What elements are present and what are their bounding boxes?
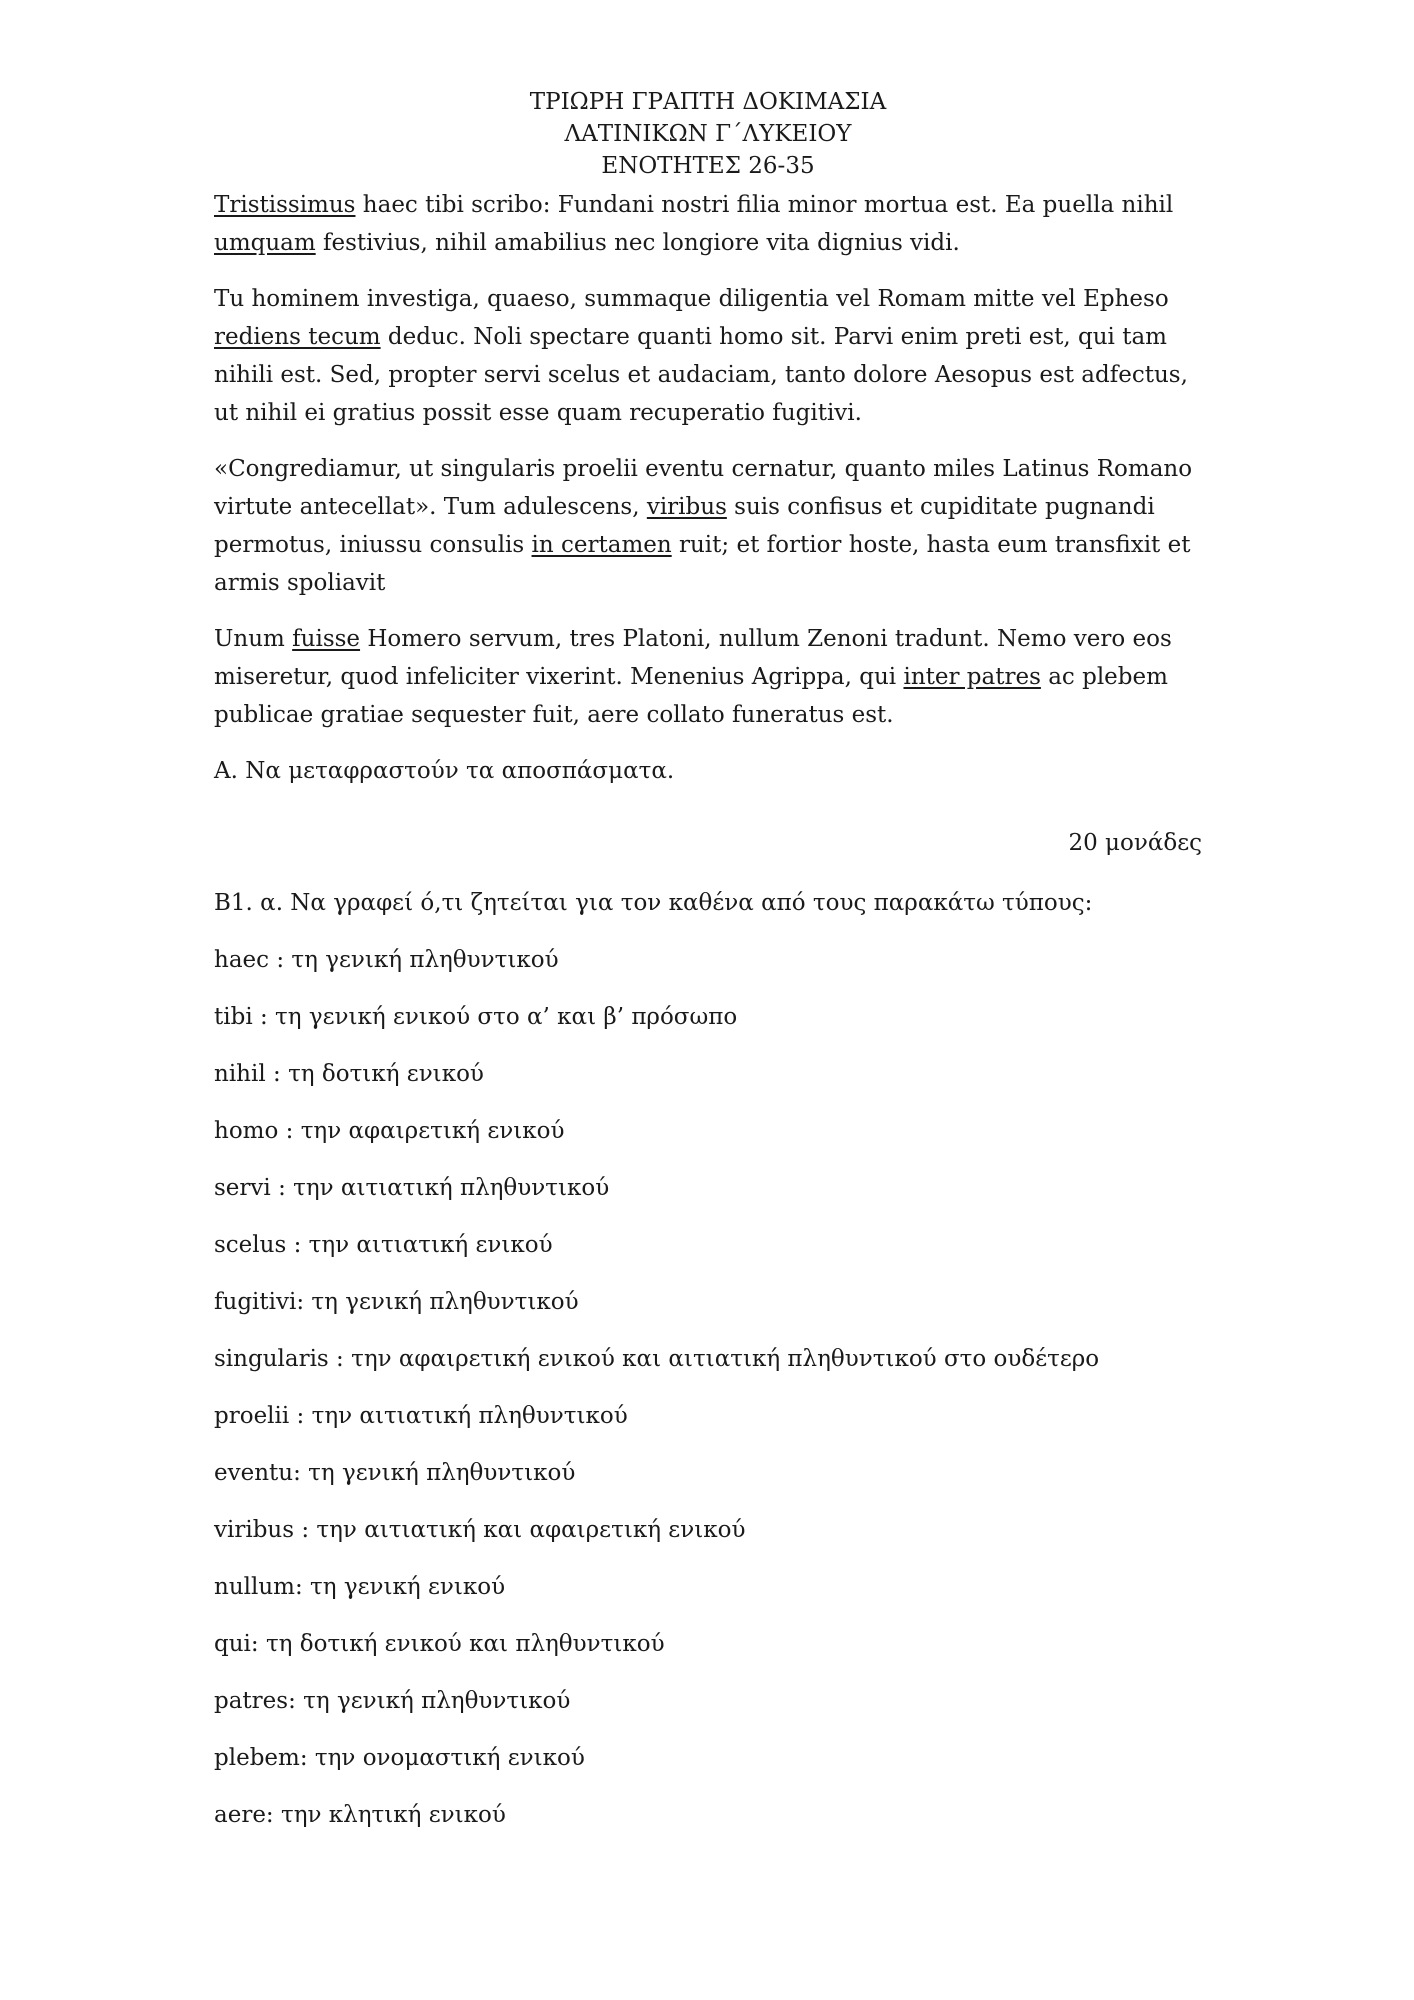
underlined-term: Tristissimus [214,192,356,218]
list-item: plebem: την ονομαστική ενικού [214,1745,585,1771]
passage-text: deduc. Noli spectare quanti homo sit. Parvi enim preti est, qui tam nihili est. Sed, propter servi scelus et audaciam, tanto dolore Aesopus est adfectus, ut nihil ei gratius possit esse quam recuperatio fugitivi. [214,324,1188,426]
passage-2 [214,280,1202,432]
list-item: fugitivi: τη γενική πληθυντικού [214,1289,579,1315]
underlined-term: in certamen [531,532,672,558]
underlined-term: inter patres [903,664,1041,690]
passage-text: Homero servum, tres Platoni, nullum Zenoni tradunt. Nemo vero eos miseretur, quod infeliciter vixerint. Menenius Agrippa, qui [214,626,1172,690]
list-item: viribus : την αιτιατική και αφαιρετική ενικού [214,1517,746,1543]
list-item: tibi : τη γενική ενικού στο α’ και β’ πρόσωπο [214,1004,738,1030]
question-a: Α. Να μεταφραστούν τα αποσπάσματα. [214,758,675,784]
passage-1 [214,186,1202,262]
passage-text: Unum [214,626,293,652]
list-item: aere: την κλητική ενικού [214,1802,506,1828]
forms-list [214,941,1202,1853]
underlined-term: rediens tecum [214,324,381,350]
underlined-term: viribus [646,494,727,520]
passage-text: festivius, nihil amabilius nec longiore vita dignius vidi. [315,230,960,256]
heading-line-3: ΕΝΟΤΗΤΕΣ 26-35 [601,153,815,179]
list-item: nullum: τη γενική ενικού [214,1574,506,1600]
exam-heading [214,86,1202,182]
list-item: servi : την αιτιατική πληθυντικού [214,1175,610,1201]
points-a: 20 μονάδες [1068,830,1202,856]
list-item: haec : τη γενική πληθυντικού [214,947,559,973]
passage-text: suis confisus et cupiditate pugnandi permotus, iniussu consulis [214,494,1155,558]
list-item: nihil : τη δοτική ενικού [214,1061,484,1087]
passage-text: ac plebem publicae gratiae sequester fuit, aere collato funeratus est. [214,664,1168,728]
list-item: homo : την αφαιρετική ενικού [214,1118,565,1144]
passage-text: «Congrediamur, ut singularis proelii eventu cernatur, quanto miles Latinus Romano virtute antecellat». Tum adulescens, [214,456,1193,520]
underlined-term: fuisse [292,626,361,652]
heading-line-1: ΤΡΙΩΡΗ ΓΡΑΠΤΗ ΔΟΚΙΜΑΣΙΑ [529,89,887,115]
passage-3 [214,450,1202,602]
heading-line-2: ΛΑΤΙΝΙΚΩΝ Γ΄ΛΥΚΕΙΟΥ [564,121,852,147]
passage-4 [214,620,1202,734]
list-item: singularis : την αφαιρετική ενικού και αιτιατική πληθυντικού στο ουδέτερο [214,1346,1100,1372]
underlined-term: umquam [214,230,316,256]
question-b1: Β1. α. Να γραφεί ό,τι ζητείται για τον καθένα από τους παρακάτω τύπους: [214,890,1093,916]
list-item: qui: τη δοτική ενικού και πληθυντικού [214,1631,665,1657]
list-item: scelus : την αιτιατική ενικού [214,1232,553,1258]
list-item: proelii : την αιτιατική πληθυντικού [214,1403,628,1429]
passage-text: Tu hominem investiga, quaeso, summaque diligentia vel Romam mitte vel Epheso [214,286,1169,312]
passage-text: haec tibi scribo: Fundani nostri filia minor mortua est. Ea puella nihil [355,192,1174,218]
passage-text: ruit; et fortior hoste, hasta eum transfixit et armis spoliavit [214,532,1191,596]
list-item: patres: τη γενική πληθυντικού [214,1688,571,1714]
list-item: eventu: τη γενική πληθυντικού [214,1460,576,1486]
